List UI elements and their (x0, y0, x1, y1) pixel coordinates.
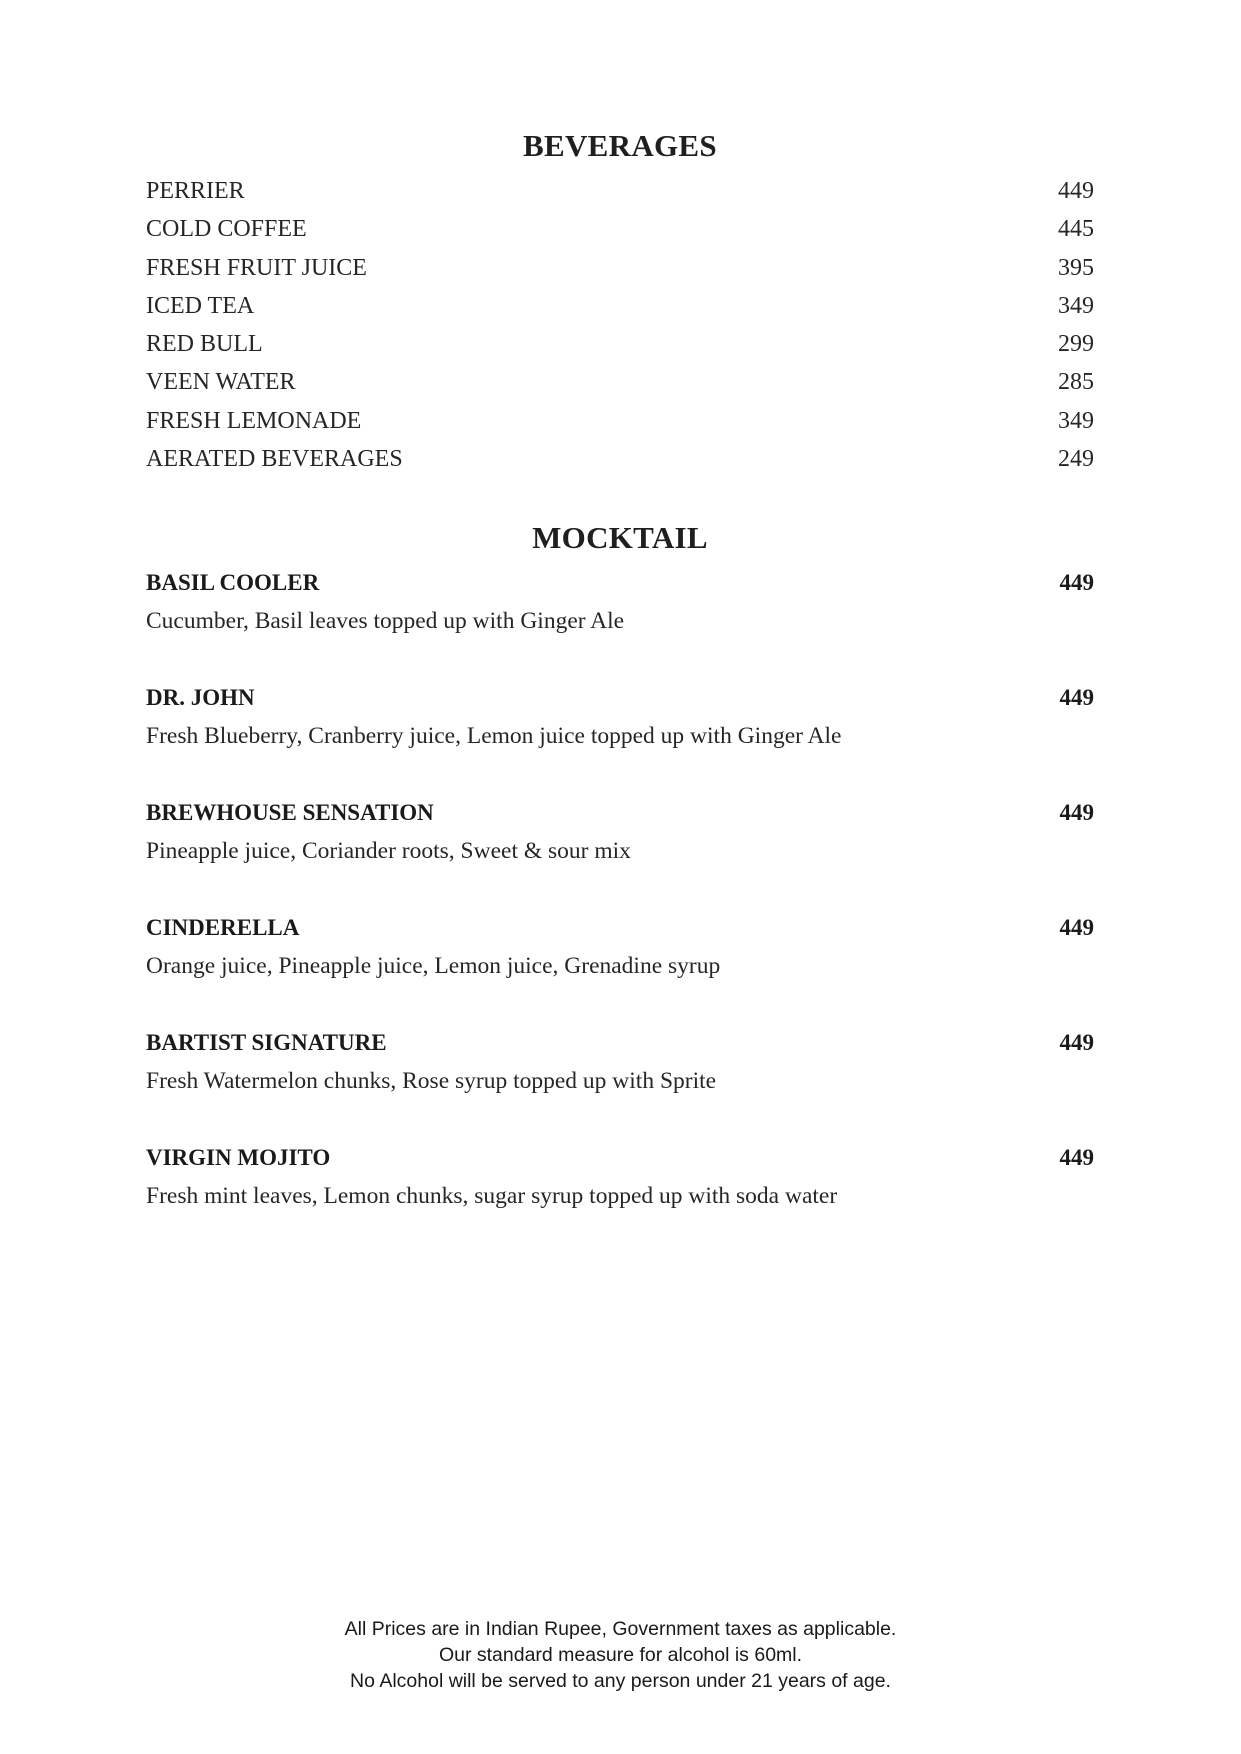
list-item (146, 909, 1094, 1024)
item-price: 445 (1058, 216, 1094, 243)
item-price: 349 (1058, 292, 1094, 319)
footer-line: Our standard measure for alcohol is 60ml. (438, 1644, 803, 1666)
list-item (146, 325, 1094, 363)
mocktail-heading: MOCKTAIL (532, 520, 708, 555)
item-header (146, 909, 1094, 947)
item-name: CINDERELLA (146, 915, 300, 940)
item-name: BASIL COOLER (146, 570, 320, 595)
list-item (146, 679, 1094, 794)
item-header (146, 679, 1094, 717)
item-price: 299 (1058, 331, 1094, 358)
item-name: FRESH FRUIT JUICE (146, 254, 367, 281)
item-price: 449 (1058, 178, 1094, 204)
item-description: Orange juice, Pineapple juice, Lemon juice, Grenadine syrup (146, 953, 721, 979)
item-name: COLD COFFEE (146, 216, 307, 243)
item-price: 449 (1059, 915, 1094, 940)
list-item (146, 794, 1094, 909)
beverages-heading: BEVERAGES (523, 128, 717, 163)
item-name: AERATED BEVERAGES (146, 446, 403, 473)
item-name: VEEN WATER (146, 369, 296, 396)
item-name: VIRGIN MOJITO (146, 1145, 331, 1170)
item-price: 349 (1058, 407, 1094, 434)
item-header (146, 564, 1094, 602)
list-item (146, 363, 1094, 401)
list-item (146, 1139, 1094, 1254)
item-name: BREWHOUSE SENSATION (146, 800, 434, 825)
item-price: 449 (1059, 1030, 1094, 1055)
item-price: 449 (1059, 1145, 1094, 1170)
list-item (146, 564, 1094, 679)
item-description: Pineapple juice, Coriander roots, Sweet & sour mix (146, 838, 631, 864)
item-name: PERRIER (146, 178, 245, 204)
list-item (146, 249, 1094, 287)
item-price: 249 (1058, 446, 1094, 473)
list-item (146, 402, 1094, 440)
item-price: 285 (1058, 369, 1094, 396)
item-description: Fresh Blueberry, Cranberry juice, Lemon juice topped up with Ginger Ale (146, 723, 842, 749)
item-name: FRESH LEMONADE (146, 407, 362, 434)
item-name: DR. JOHN (146, 685, 255, 710)
list-item (146, 172, 1094, 210)
item-header (146, 1024, 1094, 1062)
item-header (146, 794, 1094, 832)
item-price: 449 (1059, 570, 1094, 595)
item-price: 449 (1059, 800, 1094, 825)
list-item (146, 287, 1094, 325)
mocktail-list (146, 564, 1094, 1254)
item-price: 395 (1058, 254, 1094, 281)
footer-line: All Prices are in Indian Rupee, Government taxes as applicable. (344, 1618, 897, 1640)
footer-notes (0, 1616, 1241, 1694)
footer-line: No Alcohol will be served to any person under 21 years of age. (350, 1670, 891, 1692)
beverages-list (146, 172, 1094, 478)
item-name: BARTIST SIGNATURE (146, 1030, 387, 1055)
item-header (146, 1139, 1094, 1177)
list-item (146, 1024, 1094, 1139)
list-item (146, 440, 1094, 478)
item-description: Cucumber, Basil leaves topped up with Ginger Ale (146, 608, 625, 634)
item-description: Fresh mint leaves, Lemon chunks, sugar syrup topped up with soda water (146, 1183, 838, 1209)
item-description: Fresh Watermelon chunks, Rose syrup topped up with Sprite (146, 1068, 717, 1094)
list-item (146, 210, 1094, 248)
item-price: 449 (1059, 685, 1094, 710)
item-name: ICED TEA (146, 292, 255, 319)
item-name: RED BULL (146, 331, 263, 358)
